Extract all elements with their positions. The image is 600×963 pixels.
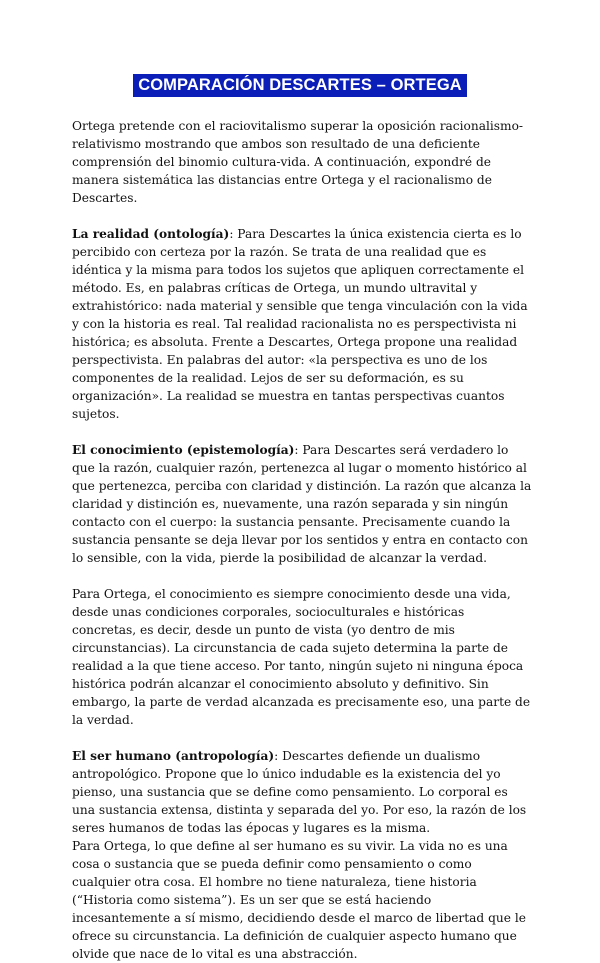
page-title: COMPARACIÓN DESCARTES – ORTEGA — [133, 74, 467, 97]
conocimiento-heading: El conocimiento (epistemología) — [72, 443, 295, 457]
document-body — [72, 117, 532, 963]
realidad-paragraph — [72, 225, 532, 423]
conocimiento-ortega-paragraph: Para Ortega, el conocimiento es siempre conocimiento desde una vida, desde unas condiciones corporales, socioculturales e históricas concretas, es decir, desde un punto de vista (yo dentro de mis circunstancias). La circunstancia de cada sujeto determina la parte de realidad a la que tiene acceso. Por tanto, ningún sujeto ni ninguna época histórica podrán alcanzar el conocimiento absoluto y definitivo. Sin embargo, la parte de verdad alcanzada es precisamente eso, una parte de la verdad. — [72, 587, 531, 727]
intro-paragraph: Ortega pretende con el raciovitalismo superar la oposición racionalismo-relativismo mostrando que ambos son resultado de una deficiente comprensión del binomio cultura-vida. A continuación, expondré de manera sistemática las distancias entre Ortega y el racionalismo de Descartes. — [72, 119, 524, 205]
conocimiento-text: : Para Descartes será verdadero lo que la razón, cualquier razón, pertenezca al lugar o momento histórico al que pertenezca, perciba con claridad y distinción. La razón que alcanza la claridad y distinción es, nuevamente, una razón separada y sin ningún contacto con el cuerpo: la sustancia pensante. Precisamente cuando la sustancia pensante se deja llevar por los sentidos y entra en contacto con lo sensible, con la vida, pierde la posibilidad de alcanzar la verdad. — [72, 443, 532, 565]
ser-humano-paragraph — [72, 747, 532, 837]
title-container — [0, 74, 600, 97]
ser-humano-text: : Descartes defiende un dualismo antropológico. Propone que lo único indudable es la existencia del yo pienso, una sustancia que se define como pensamiento. Lo corporal es una sustancia extensa, distinta y separada del yo. Por eso, la razón de los seres humanos de todas las épocas y lugares es la misma. — [72, 749, 527, 835]
realidad-heading: La realidad (ontología) — [72, 227, 230, 241]
conocimiento-paragraph — [72, 441, 532, 567]
ser-humano-heading: El ser humano (antropología) — [72, 749, 275, 763]
realidad-text: : Para Descartes la única existencia cierta es lo percibido con certeza por la razón. Se trata de una realidad que es idéntica y la misma para todos los sujetos que apliquen correctamente el método. Es, en palabras críticas de Ortega, un mundo ultravital y extrahistórico: nada material y sensible que tenga vinculación con la vida y con la historia es real. Tal realidad racionalista no es perspectivista ni histórica; es absoluta. Frente a Descartes, Ortega propone una realidad perspectivista. En palabras del autor: «la perspectiva es uno de los componentes de la realidad. Lejos de ser su deformación, es su organización». La realidad se muestra en tantas perspectivas cuantos sujetos. — [72, 227, 528, 421]
ser-humano-ortega-paragraph: Para Ortega, lo que define al ser humano es su vivir. La vida no es una cosa o sustancia que se pueda definir como pensamiento o como cualquier otra cosa. El hombre no tiene naturaleza, tiene historia (“Historia como sistema”). Es un ser que se está haciendo incesantemente a sí mismo, decidiendo desde el marco de libertad que le ofrece su circunstancia. La definición de cualquier aspecto humano que olvide que nace de lo vital es una abstracción. — [72, 839, 526, 961]
